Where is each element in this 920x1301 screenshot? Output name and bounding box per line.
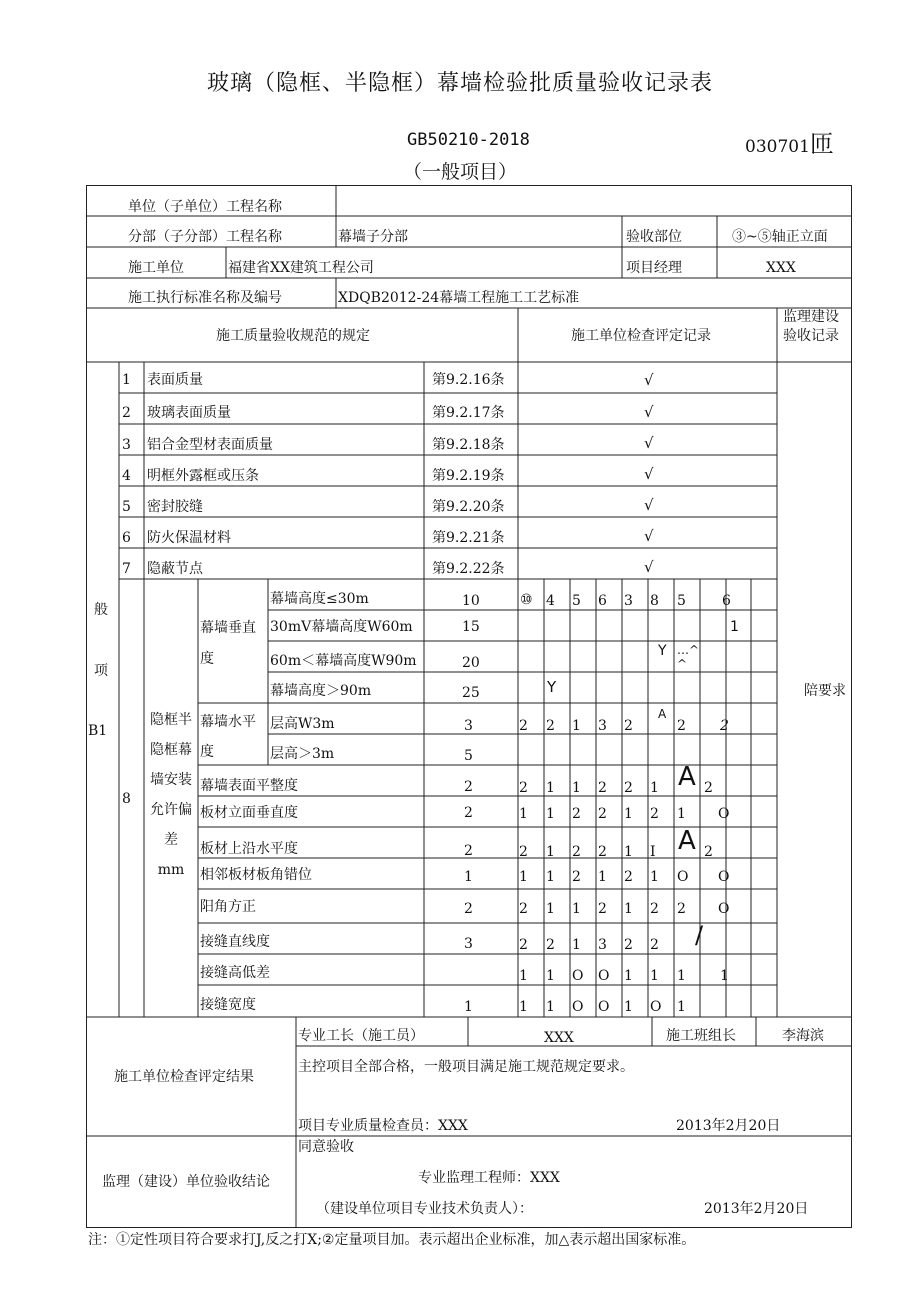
deviation-name: 60m＜幕墙高度W90m [270,653,417,669]
contractor-label: 施工单位 [128,260,184,276]
measure-cell: 1 [624,844,633,860]
group-line: 墙安装 [150,772,192,788]
measure-cell: 2 [598,901,607,917]
form-code-suffix: 匝 [809,130,834,158]
measure-cell: 1 [546,999,555,1015]
measure-cell: 8 [650,593,659,609]
measure-cell: 1 [650,869,659,885]
team-leader-value: 李海滨 [782,1028,824,1044]
deviation-tolerance: 3 [464,718,473,734]
measure-cell: 2 [720,718,729,734]
measure-cell: 1 [730,619,739,635]
measure-cell: ⑩ [520,592,533,608]
measure-cell: 1 [519,869,528,885]
item-no: 3 [122,437,131,453]
side-label-b: 项 [94,663,108,679]
deviation-name: 幕墙高度＞90m [270,683,372,699]
division-value: 幕墙子分部 [338,229,408,245]
deviation-name: 接缝直线度 [200,934,270,950]
measure-cell: 2 [572,869,581,885]
item-no: 1 [122,372,131,388]
division-label: 分部（子分部）工程名称 [128,229,282,245]
manager-value: XXX [766,260,796,276]
item-clause: 第9.2.21条 [432,530,505,546]
item-name: 表面质量 [147,372,203,388]
measure-cell: ^ [677,657,688,671]
deviation-name: 接缝宽度 [200,997,256,1013]
measure-cell: 3 [598,937,607,953]
deviation-name: 板材上沿水平度 [200,841,298,857]
measure-cell: 1 [677,968,686,984]
page-title: 玻璃（隐框、半隐框）幕墙检验批质量验收记录表 [206,71,713,96]
measure-cell: 2 [519,780,528,796]
location-label: 验收部位 [626,229,682,245]
item-no: 6 [122,530,131,546]
measure-cell: 2 [624,718,633,734]
owner-representative: （建设单位项目专业技术负责人）： [316,1201,533,1217]
measure-cell: Y [658,643,667,659]
measure-cell: 1 [546,844,555,860]
item-result: √ [644,496,654,514]
item-result: √ [644,527,654,545]
measure-cell: 1 [572,901,581,917]
measure-cell: A [678,762,696,792]
measure-cell: 1 [519,999,528,1015]
item-clause: 第9.2.16条 [432,372,505,388]
deviation-tolerance: 3 [464,936,473,952]
measure-cell: 1 [677,999,686,1015]
measure-cell: O [718,869,730,885]
measure-cell: 1 [677,806,686,822]
vertical-group-label-2: 度 [200,651,214,667]
supervising-engineer: 专业监理工程师：XXX [418,1170,560,1186]
deviation-tolerance: 1 [464,999,473,1015]
manager-label: 项目经理 [626,260,682,276]
measure-cell: 2 [677,718,686,734]
measure-cell: 1 [546,869,555,885]
measure-cell: 2 [519,844,528,860]
horizontal-group-label-2: 度 [200,744,214,760]
measure-cell: 1 [519,968,528,984]
measure-cell: 6 [598,593,607,609]
deviation-name: 相邻板材板角错位 [200,867,312,883]
item-result: √ [644,558,654,576]
item-result: √ [644,371,654,389]
measure-cell: I [650,844,656,860]
measure-cell: 2 [624,937,633,953]
vertical-group-label-1: 幕墙垂直 [200,620,256,636]
measure-cell: 1 [624,968,633,984]
measure-cell: 1 [546,780,555,796]
item-clause: 第9.2.20条 [432,499,505,515]
measure-cell: 1 [546,806,555,822]
deviation-tolerance: 2 [464,901,473,917]
measure-cell: 1 [519,806,528,822]
deviation-tolerance: 15 [462,619,480,635]
page-subtitle: （一般项目） [402,161,517,183]
deviation-name: 30mV幕墙高度W60m [270,619,413,635]
item-clause: 第9.2.19条 [432,468,505,484]
measure-cell: 4 [546,593,555,609]
measure-cell: …^ [677,643,700,657]
measure-cell: 2 [572,844,581,860]
team-leader-label: 施工班组长 [666,1028,736,1044]
spec-column-header: 施工质量验收规范的规定 [216,328,370,344]
deviation-tolerance: 5 [464,748,473,764]
deviation-tolerance: 10 [462,593,480,609]
supervise-column-header-2: 验收记录 [783,328,839,344]
measure-cell: 2 [519,718,528,734]
conclusion-date: 2013年2月20日 [704,1201,809,1217]
measure-cell: 1 [650,968,659,984]
supervise-note: 陪要求 [804,683,846,699]
check-column-header: 施工单位检查评定记录 [571,328,711,344]
item8-group-label [144,705,198,885]
measure-cell: 2 [546,937,555,953]
item-result: √ [644,434,654,452]
side-label-c: B1 [88,723,108,739]
measure-cell: / [695,921,704,949]
measure-cell: O [598,999,610,1015]
location-value: ③~⑤轴正立面 [732,229,828,245]
measure-cell: 2 [572,806,581,822]
result-text: 主控项目全部合格，一般项目满足施工规范规定要求。 [298,1059,634,1075]
item-no: 5 [122,499,131,515]
measure-cell: O [718,901,730,917]
form-code [745,124,834,159]
measure-cell: 2 [598,844,607,860]
item-name: 玻璃表面质量 [147,405,231,421]
measure-cell: 1 [624,999,633,1015]
measure-cell: 2 [598,806,607,822]
form-code-number: 030701 [745,137,810,157]
group-line: 差 [164,832,178,848]
footnote: 注：①定性项目符合要求打J,反之打X;②定量项目加。表示超出企业标准，加△表示超出国家标准。 [88,1232,696,1248]
measure-cell: 2 [624,780,633,796]
measure-cell: 2 [519,937,528,953]
supervise-column-header-1: 监理建设 [783,309,839,325]
measure-cell: 2 [598,780,607,796]
item-clause: 第9.2.22条 [432,561,505,577]
deviation-name: 层高＞3m [270,746,335,762]
item-name: 密封胶缝 [147,499,203,515]
deviation-tolerance: 2 [464,805,473,821]
item-no: 2 [122,405,131,421]
deviation-name: 层高W3m [270,716,335,732]
contractor-value: 福建省XX建筑工程公司 [228,260,374,276]
item-no: 7 [122,561,131,577]
measure-cell: A [658,707,667,721]
measure-cell: O [718,806,730,822]
measure-cell: 2 [546,718,555,734]
deviation-name: 幕墙表面平整度 [200,778,298,794]
result-date: 2013年2月20日 [676,1118,781,1134]
measure-cell: 2 [650,937,659,953]
measure-cell: 1 [572,780,581,796]
item-result: √ [644,465,654,483]
deviation-name: 板材立面垂直度 [200,805,298,821]
deviation-tolerance: 20 [462,655,480,671]
measure-cell: 1 [720,968,729,984]
deviation-tolerance: 25 [462,685,480,701]
measure-cell: 1 [650,780,659,796]
measure-cell: O [598,968,610,984]
measure-cell: A [678,826,696,856]
measure-cell: 6 [722,593,731,609]
horizontal-group-label-1: 幕墙水平 [200,714,256,730]
item-clause: 第9.2.18条 [432,437,505,453]
measure-cell: 1 [546,968,555,984]
deviation-tolerance: 2 [464,779,473,795]
item-name: 铝合金型材表面质量 [147,437,273,453]
measure-cell: 2 [677,901,686,917]
measure-cell: 1 [624,901,633,917]
item8-no: 8 [122,791,131,807]
result-label: 施工单位检查评定结果 [114,1069,254,1085]
foreman-value: XXX [544,1030,574,1046]
measure-cell: 2 [650,901,659,917]
exec-standard-value: XDQB2012-24幕墙工程施工工艺标准 [338,290,580,306]
exec-standard-label: 施工执行标准名称及编号 [128,290,282,306]
measure-cell: 3 [624,593,633,609]
group-line: 隐框半 [150,712,192,728]
standard-code: GB50210-2018 [407,130,530,150]
item-name: 防火保温材料 [147,530,231,546]
group-line: 隐框幕 [150,742,192,758]
conclusion-label: 监理（建设）单位验收结论 [102,1174,270,1190]
measure-cell: 1 [546,901,555,917]
measure-cell: 1 [572,937,581,953]
measure-cell: O [572,999,584,1015]
quality-inspector: 项目专业质量检查员：XXX [298,1118,468,1134]
measure-cell: 2 [519,901,528,917]
item-no: 4 [122,468,131,484]
item-name: 隐蔽节点 [147,561,203,577]
measure-cell: O [677,869,689,885]
measure-cell: 2 [704,780,713,796]
measure-cell: O [650,999,662,1015]
measure-cell: O [572,968,584,984]
unit-name-label: 单位（子单位）工程名称 [128,199,282,215]
measure-cell: 1 [598,869,607,885]
side-label-a: 般 [94,602,108,618]
group-line: mm [157,862,185,878]
deviation-name: 接缝高低差 [200,965,270,981]
measure-cell: 5 [677,593,686,609]
measure-cell: 1 [572,718,581,734]
measure-cell: 3 [598,718,607,734]
agree-text: 同意验收 [298,1139,354,1155]
measure-cell: 2 [704,844,713,860]
measure-cell: 1 [624,806,633,822]
measure-cell: 5 [572,593,581,609]
deviation-tolerance: 1 [464,869,473,885]
item-result: √ [644,403,654,421]
measure-cell: 2 [650,806,659,822]
group-line: 允许偏 [150,802,192,818]
measure-cell: 2 [624,869,633,885]
record-table [86,185,852,1228]
deviation-tolerance: 2 [464,843,473,859]
measure-cell: Y [547,678,557,696]
item-name: 明框外露框或压条 [147,468,259,484]
item-clause: 第9.2.17条 [432,405,505,421]
foreman-label: 专业工长（施工员） [298,1028,424,1044]
deviation-name: 幕墙高度≤30m [270,591,369,607]
deviation-name: 阳角方正 [200,899,256,915]
